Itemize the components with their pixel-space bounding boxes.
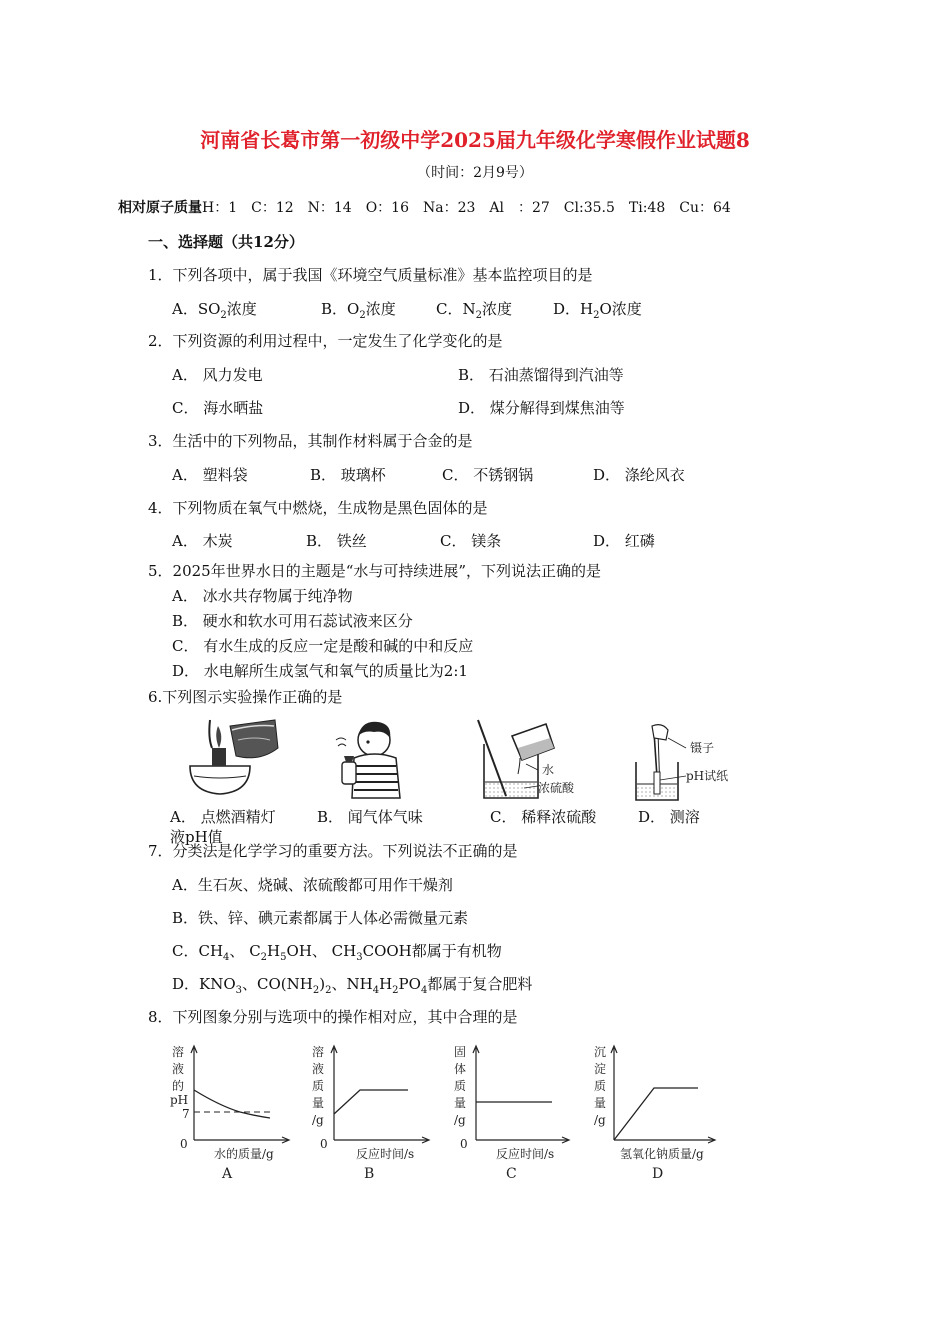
graph-a-ylabel-3: 的 <box>172 1079 185 1093</box>
graph-b <box>300 1040 440 1180</box>
graph-a-caption: A <box>222 1166 233 1180</box>
figure-caption-a: A． 点燃酒精灯 <box>170 808 276 826</box>
graph-b-ylabel-3: 质 <box>312 1079 325 1093</box>
question-2-option-b: B． 石油蒸馏得到汽油等 <box>458 366 624 384</box>
graph-d-curve <box>614 1088 698 1140</box>
conc-acid-label: 浓硫酸 <box>538 781 575 795</box>
graph-c-ylabel-5: /g <box>454 1113 466 1127</box>
graph-d-xlabel: 氢氧化钠质量/g <box>620 1147 704 1161</box>
question-2-option-a: A． 风力发电 <box>172 366 263 384</box>
graph-d-ylabel-2: 淀 <box>594 1062 607 1076</box>
question-1-option-c: C．$N_2$浓度 <box>436 300 512 321</box>
graph-c-ylabel-3: 质 <box>454 1079 467 1093</box>
graph-d-ylabel-5: /g <box>594 1113 606 1127</box>
graph-d-ylabel-3: 质 <box>594 1079 607 1093</box>
page-title: 河南省长葛市第一初级中学2025届九年级化学寒假作业试题8 <box>200 128 750 152</box>
question-2-stem: 2．下列资源的利用过程中，一定发生了化学变化的是 <box>148 332 503 350</box>
graph-c-origin: 0 <box>460 1137 468 1151</box>
graph-b-caption: B <box>364 1166 375 1180</box>
graph-a-ylabel-4: pH <box>170 1093 189 1107</box>
question-4-option-b: B． 铁丝 <box>306 532 367 550</box>
question-7-option-c: C．$CH_4$、 $C_2H_5OH$、 $CH_3COOH$都属于有机物 <box>172 942 502 963</box>
graph-d-ylabel-4: 量 <box>594 1096 607 1110</box>
question-4-stem: 4．下列物质在氧气中燃烧，生成物是黑色固体的是 <box>148 499 488 517</box>
graph-a-origin: 0 <box>180 1137 188 1151</box>
graph-a-xlabel: 水的质量/g <box>214 1147 274 1161</box>
question-6-stem: 6.下列图示实验操作正确的是 <box>148 688 343 706</box>
question-2-option-c: C． 海水晒盐 <box>172 399 264 417</box>
question-7-option-d: D．$KNO_3$、$CO(NH_2)_2$、$NH_4H_2PO_4$都属于复合肥料 <box>172 975 533 996</box>
date-subtitle: （时间：2月9号） <box>417 165 533 181</box>
question-1-stem: 1．下列各项中，属于我国《环境空气质量标准》基本监控项目的是 <box>148 266 593 284</box>
dilute-acid-figure <box>466 718 596 804</box>
ph-test-figure <box>628 722 748 804</box>
question-3-option-c: C． 不锈钢锅 <box>442 466 534 484</box>
question-3-option-b: B． 玻璃杯 <box>310 466 386 484</box>
graph-d-caption: D <box>652 1166 664 1180</box>
graph-b-curve <box>334 1090 408 1114</box>
question-3-stem: 3．生活中的下列物品，其制作材料属于合金的是 <box>148 432 473 450</box>
atomic-mass-values: H：1 C：12 N：14 O：16 Na：23 Al ：27 Cl:35.5 Ti:48 Cu：64 <box>202 200 731 216</box>
graph-c-ylabel-4: 量 <box>454 1096 467 1110</box>
graph-c-ylabel-2: 体 <box>454 1062 467 1076</box>
graph-c <box>440 1040 580 1180</box>
figure-caption-b: B． 闻气体气味 <box>317 808 423 826</box>
section-heading: 一、选择题（共12分） <box>148 233 304 251</box>
figure-caption-d: D． 测溶 <box>638 808 700 826</box>
question-2-option-d: D． 煤分解得到煤焦油等 <box>458 399 625 417</box>
water-label: 水 <box>542 763 555 777</box>
graph-c-caption: C <box>506 1166 517 1180</box>
question-5-option-a: A． 冰水共存物属于纯净物 <box>172 587 353 605</box>
question-4-option-c: C． 镁条 <box>440 532 502 550</box>
graph-d-ylabel-1: 沉 <box>594 1045 607 1059</box>
graph-a-ytick-7: 7 <box>182 1107 190 1121</box>
graph-a-curve <box>194 1090 270 1118</box>
graph-d <box>580 1040 730 1180</box>
question-7-option-b: B．铁、锌、碘元素都属于人体必需微量元素 <box>172 909 469 927</box>
question-5-option-d: D． 水电解所生成氢气和氧气的质量比为2:1 <box>172 662 468 680</box>
graph-b-origin: 0 <box>320 1137 328 1151</box>
graph-b-ylabel-2: 液 <box>312 1062 325 1076</box>
alcohol-lamp-figure <box>180 718 290 800</box>
ph-paper-label: pH试纸 <box>686 769 729 783</box>
question-3-option-a: A． 塑料袋 <box>172 466 248 484</box>
graph-a-ylabel-2: 液 <box>172 1062 185 1076</box>
atomic-mass-line <box>118 197 731 217</box>
figure-caption-d-wrap: 液pH值 <box>170 828 223 846</box>
question-1-option-d: D．$H_2O$浓度 <box>553 300 642 321</box>
question-4-option-a: A． 木炭 <box>172 532 233 550</box>
graph-b-xlabel: 反应时间/s <box>356 1147 415 1161</box>
question-4-option-d: D． 红磷 <box>593 532 655 550</box>
graph-b-ylabel-5: /g <box>312 1113 324 1127</box>
question-5-option-b: B． 硬水和软水可用石蕊试液来区分 <box>172 612 413 630</box>
smelling-gas-figure <box>330 716 410 800</box>
question-5-option-c: C． 有水生成的反应一定是酸和碱的中和反应 <box>172 637 474 655</box>
question-8-stem: 8．下列图象分别与选项中的操作相对应，其中合理的是 <box>148 1008 518 1026</box>
graph-c-ylabel-1: 固 <box>454 1045 467 1059</box>
question-7-option-a: A．生石灰、烧碱、浓硫酸都可用作干燥剂 <box>172 876 453 894</box>
graph-b-ylabel-1: 溶 <box>312 1045 325 1059</box>
question-1-option-a: A．$SO_2$浓度 <box>172 300 257 321</box>
figure-caption-c: C． 稀释浓硫酸 <box>490 808 597 826</box>
graph-c-xlabel: 反应时间/s <box>496 1147 555 1161</box>
question-5-stem: 5．2025年世界水日的主题是“水与可持续进展”，下列说法正确的是 <box>148 562 602 580</box>
graph-a <box>160 1040 300 1180</box>
tweezers-label: 镊子 <box>690 741 715 755</box>
graph-a-ylabel-1: 溶 <box>172 1045 185 1059</box>
atomic-mass-label: 相对原子质量 <box>118 200 202 216</box>
graph-b-ylabel-4: 量 <box>312 1096 325 1110</box>
question-1-option-b: B．$O_2$浓度 <box>321 300 396 321</box>
question-7-stem: 7．分类法是化学学习的重要方法。下列说法不正确的是 <box>148 842 518 860</box>
question-3-option-d: D． 涤纶风衣 <box>593 466 685 484</box>
